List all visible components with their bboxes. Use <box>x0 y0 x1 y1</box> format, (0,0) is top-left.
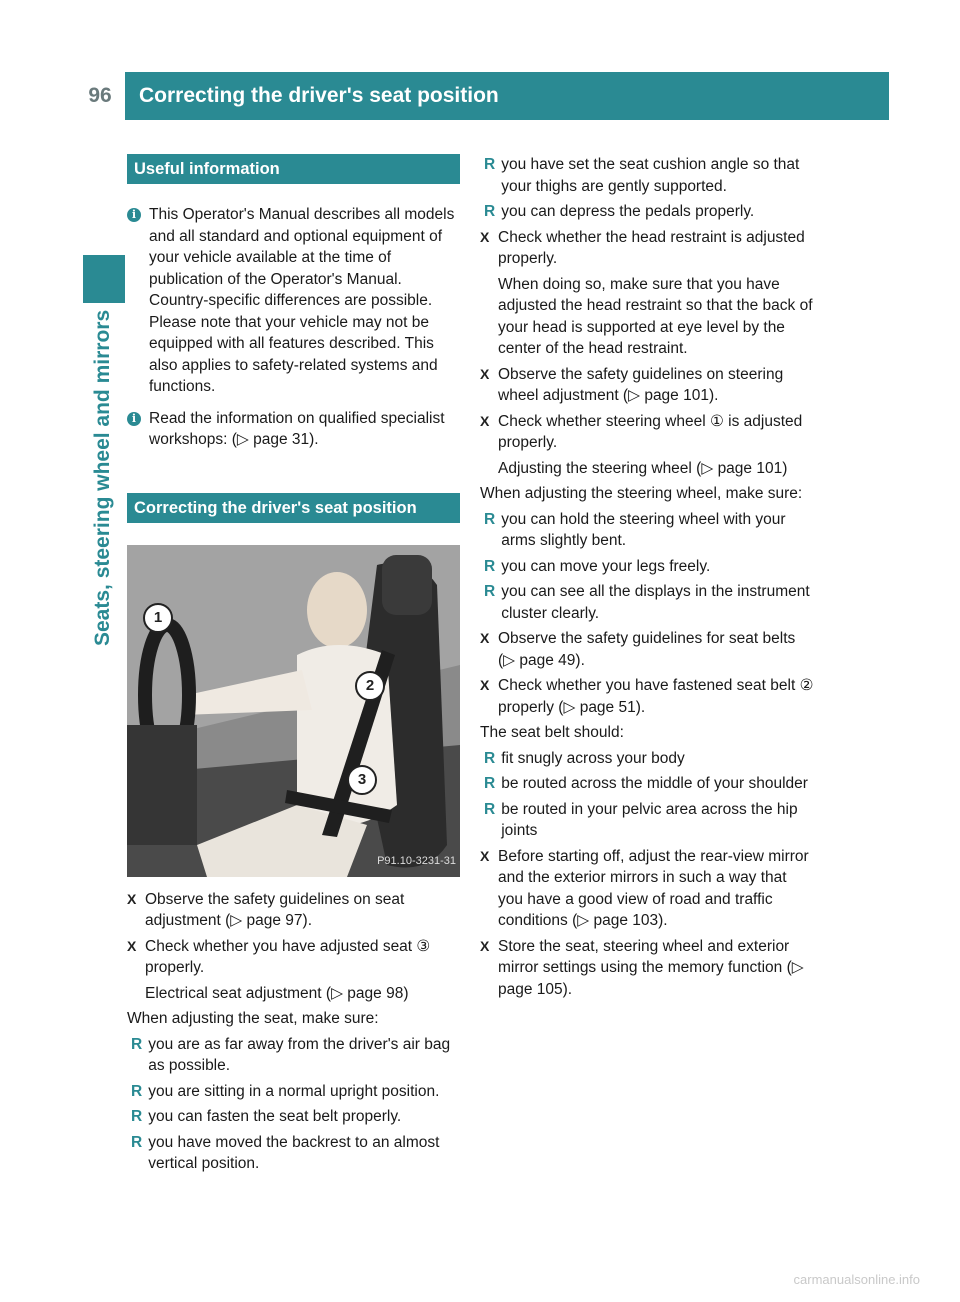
instruction-text: you have set the seat cushion angle so that your thighs are gently supported. <box>501 156 800 195</box>
bullet-item <box>480 556 815 578</box>
instruction-text: fit snugly across your body <box>501 749 685 767</box>
instruction-text: you have moved the backrest to an almost vertical position. <box>148 1133 440 1172</box>
instruction-text: Observe the safety guidelines on steering wheel adjustment (▷ page 101). <box>498 365 784 404</box>
instruction-step <box>127 936 460 979</box>
bullet-item <box>480 509 815 552</box>
bullet-icon: R <box>131 1108 143 1125</box>
bullet-icon: R <box>131 1133 143 1151</box>
instruction-text: you can see all the displays in the instrument cluster clearly. <box>501 583 810 622</box>
step-note <box>127 983 460 1005</box>
instruction-text: Observe the safety guidelines on seat adjustment (▷ page 97). <box>145 890 405 929</box>
info-note-1 <box>127 204 460 398</box>
plain-paragraph <box>480 483 815 505</box>
page-header-title: Correcting the driver's seat position <box>129 72 889 120</box>
info-note-2 <box>127 408 460 451</box>
figure-callout-1: 1 <box>143 603 173 633</box>
figure-callout-2: 2 <box>355 671 385 701</box>
instruction-step <box>127 889 460 932</box>
info-note-text: Read the information on qualified specialist workshops: (▷ page 31). <box>149 409 445 448</box>
right-instructions <box>480 154 815 1000</box>
bullet-icon: R <box>484 749 496 767</box>
driver-illustration <box>127 545 460 877</box>
bullet-icon: R <box>484 800 496 818</box>
step-arrow-icon: X <box>127 890 137 907</box>
instruction-text: Observe the safety guidelines for seat belts (▷ page 49). <box>498 630 796 669</box>
step-arrow-icon: X <box>480 847 490 864</box>
side-tab-label: Seats, steering wheel and mirrors <box>91 310 114 647</box>
step-arrow-icon: X <box>480 412 490 429</box>
instruction-text: The seat belt should: <box>480 724 624 741</box>
seat-position-illustration <box>127 545 460 877</box>
instruction-text: be routed in your pelvic area across the hip joints <box>501 800 798 839</box>
instruction-step <box>480 227 815 270</box>
bullet-icon: R <box>484 156 496 173</box>
instruction-text: When doing so, make sure that you have adjusted the head restraint so that the back of your head is supported at eye level by the center of the head restraint. <box>498 275 813 357</box>
instruction-text: you are as far away from the driver's air bag as possible. <box>148 1035 451 1074</box>
instruction-text: When adjusting the steering wheel, make sure: <box>480 485 803 502</box>
instruction-text: When adjusting the seat, make sure: <box>127 1010 379 1027</box>
bullet-item <box>127 1106 460 1128</box>
bullet-item <box>127 1132 460 1175</box>
instruction-text: Before starting off, adjust the rear-view mirror and the exterior mirrors in such a way that you have a good view of road and traffic conditions (▷ page 103). <box>498 847 809 929</box>
plain-paragraph <box>127 1008 460 1030</box>
bullet-icon: R <box>484 510 496 528</box>
step-arrow-icon: X <box>480 365 490 382</box>
instruction-text: you can fasten the seat belt properly. <box>148 1108 402 1125</box>
info-icon: i <box>127 412 141 426</box>
bullet-item <box>480 799 815 842</box>
instruction-step <box>480 364 815 407</box>
instruction-text: Store the seat, steering wheel and exterior mirror settings using the memory function (▷ page 105). <box>498 937 804 998</box>
instruction-text: you can hold the steering wheel with your arms slightly bent. <box>501 510 786 549</box>
left-instructions <box>127 889 460 1175</box>
step-note <box>480 458 815 480</box>
figure-code: P91.10-3231-31 <box>377 855 456 867</box>
instruction-text: you can move your legs freely. <box>501 557 711 575</box>
step-arrow-icon: X <box>480 677 490 693</box>
instruction-text: Check whether you have fastened seat belt ② properly (▷ page 51). <box>498 677 814 716</box>
step-arrow-icon: X <box>480 228 490 245</box>
bullet-icon: R <box>484 775 496 792</box>
bullet-icon: R <box>484 557 496 575</box>
instruction-text: Check whether steering wheel ① is adjusted properly. <box>498 412 803 451</box>
right-column <box>480 150 815 1000</box>
bullet-icon: R <box>131 1035 143 1053</box>
instruction-text: Electrical seat adjustment (▷ page 98) <box>145 984 409 1002</box>
instruction-text: Adjusting the steering wheel (▷ page 101) <box>498 459 788 477</box>
left-column <box>127 150 460 1175</box>
instruction-text: you are sitting in a normal upright position. <box>148 1082 440 1100</box>
step-arrow-icon: X <box>127 937 137 954</box>
bullet-item <box>480 154 815 197</box>
bullet-item <box>127 1034 460 1077</box>
bullet-item <box>480 748 815 770</box>
instruction-step <box>480 846 815 932</box>
step-note <box>480 274 815 360</box>
step-arrow-icon: X <box>480 937 490 954</box>
figure-callout-3: 3 <box>347 765 377 795</box>
instruction-text: Check whether the head restraint is adjusted properly. <box>498 228 805 267</box>
bullet-icon: R <box>131 1082 143 1100</box>
instruction-text: you can depress the pedals properly. <box>501 203 755 220</box>
info-icon: i <box>127 208 141 222</box>
bullet-item <box>480 773 815 795</box>
info-note-text: This Operator's Manual describes all models and all standard and optional equipment of your vehicle available at the time of publication of the Operator's Manual. Country-specific differences are possible. Please note that your vehicle may not be equipped with all features described. This also applies to safety-related systems and functions. <box>149 206 455 395</box>
instruction-text: Check whether you have adjusted seat ③ properly. <box>145 937 431 976</box>
bullet-icon: R <box>484 203 496 220</box>
correcting-heading: Correcting the driver's seat position <box>127 493 460 523</box>
bullet-item <box>480 581 815 624</box>
bullet-item <box>480 201 815 223</box>
instruction-step <box>480 411 815 454</box>
useful-info-heading: Useful information <box>127 154 460 184</box>
instruction-step <box>480 628 815 671</box>
bullet-icon: R <box>484 583 496 600</box>
step-arrow-icon: X <box>480 630 490 646</box>
page-number: 96 <box>75 72 125 120</box>
plain-paragraph <box>480 722 815 744</box>
watermark: carmanualsonline.info <box>793 1271 920 1287</box>
instruction-step <box>480 936 815 1001</box>
side-tab-marker <box>83 255 125 303</box>
bullet-item <box>127 1081 460 1103</box>
instruction-step <box>480 675 815 718</box>
instruction-text: be routed across the middle of your shoulder <box>501 775 808 792</box>
